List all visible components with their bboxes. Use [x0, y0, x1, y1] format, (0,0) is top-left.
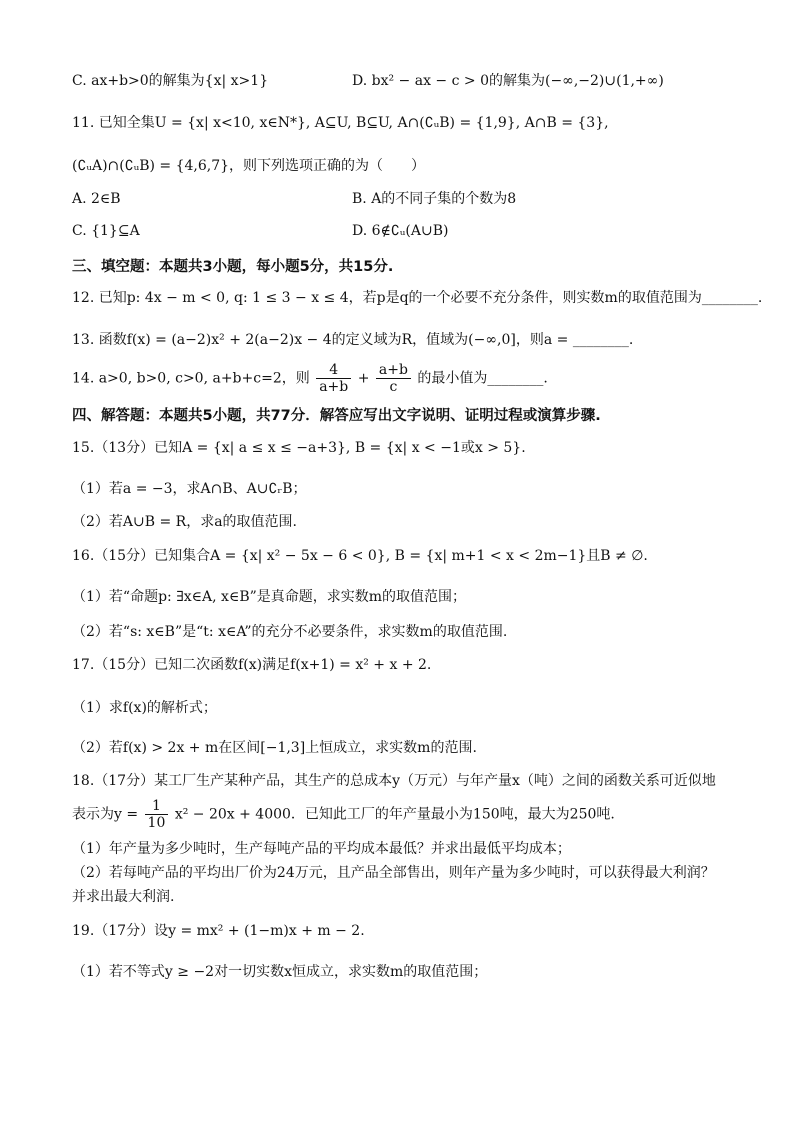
- q18-part2-line2: 并求出最大利润.: [72, 889, 175, 905]
- q14-prefix: 14. a>0, b>0, c>0, a+b+c=2，则: [72, 370, 310, 387]
- section-fill-in-heading: 三、填空题：本题共3小题，每小题5分，共15分.: [72, 259, 394, 275]
- q13-text: 13. 函数f(x) = (a−2)x² + 2(a−2)x − 4的定义域为R，值域为(−∞,0]，则a = ________.: [72, 332, 634, 348]
- q14-text: [72, 362, 734, 395]
- q11-option-a: A. 2∈B: [72, 191, 121, 207]
- q14-fraction-1-denominator: a+b: [319, 379, 349, 395]
- q14-fraction-2-denominator: c: [389, 379, 398, 395]
- q18-stem-suffix: x² − 20x + 4000．已知此工厂的年产量最小为150吨，最大为250吨.: [174, 806, 615, 823]
- q14-fraction-1-numerator: 4: [316, 362, 351, 379]
- q11-stem-line1: 11. 已知全集U = {x| x<10, x∈N*}, A⊆U, B⊆U, A∩(∁ᵤB) = {1,9}, A∩B = {3},: [72, 115, 609, 131]
- q17-stem: 17.（15分）已知二次函数f(x)满足f(x+1) = x² + x + 2.: [72, 657, 432, 673]
- q14-fraction-2: [376, 362, 411, 395]
- section-solution-heading: 四、解答题：本题共5小题，共77分．解答应写出文字说明、证明过程或演算步骤.: [72, 408, 601, 424]
- q15-part2: （2）若A∪B = R，求a的取值范围.: [72, 514, 298, 530]
- q11-option-d: D. 6∉∁ᵤ(A∪B): [352, 223, 449, 239]
- q12-text: 12. 已知p: 4x − m < 0, q: 1 ≤ 3 − x ≤ 4，若p是q的一个必要不充分条件，则实数m的取值范围为________.: [72, 290, 763, 306]
- q11-option-b: B. A的不同子集的个数为8: [352, 191, 517, 207]
- q18-part1: （1）年产量为多少吨时，生产每吨产品的平均成本最低？并求出最低平均成本；: [72, 841, 571, 857]
- q18-fraction-denominator: 10: [147, 815, 166, 831]
- q18-stem-prefix: 表示为y =: [72, 806, 139, 823]
- q14-plus: +: [357, 370, 370, 387]
- q10-option-c: C. ax+b>0的解集为{x| x>1}: [72, 73, 269, 89]
- q14-fraction-1: [316, 362, 351, 395]
- q15-part1: （1）若a = −3，求A∩B、A∪∁ᵣB；: [72, 481, 307, 497]
- q18-part2-line1: （2）若每吨产品的平均出厂价为24万元，且产品全部售出，则年产量为多少吨时，可以获得最大利润？: [72, 865, 715, 881]
- q18-fraction-numerator: 1: [145, 798, 169, 815]
- q16-part2: （2）若“s: x∈B”是“t: x∈A”的充分不必要条件，求实数m的取值范围.: [72, 624, 508, 640]
- q11-option-c: C. {1}⊆A: [72, 223, 140, 239]
- q19-stem: 19.（17分）设y = mx² + (1−m)x + m − 2.: [72, 923, 365, 939]
- q17-part1: （1）求f(x)的解析式；: [72, 700, 217, 716]
- q16-part1: （1）若“命题p: ∃x∈A, x∈B”是真命题，求实数m的取值范围；: [72, 589, 467, 605]
- q18-fraction: [145, 798, 169, 831]
- q14-suffix: 的最小值为________.: [417, 370, 548, 387]
- q18-stem-line2: [72, 798, 734, 831]
- q14-fraction-2-numerator: a+b: [376, 362, 411, 379]
- q11-stem-line2: (∁ᵤA)∩(∁ᵤB) = {4,6,7}，则下列选项正确的为（ ）: [72, 158, 426, 174]
- q16-stem: 16.（15分）已知集合A = {x| x² − 5x − 6 < 0}, B = {x| m+1 < x < 2m−1}且B ≠ ∅.: [72, 548, 648, 564]
- q10-option-d: D. bx² − ax − c > 0的解集为(−∞,−2)∪(1,+∞): [352, 73, 664, 89]
- q18-stem-line1: 18.（17分）某工厂生产某种产品，其生产的总成本y（万元）与年产量x（吨）之间的函数关系可近似地: [72, 773, 716, 789]
- q17-part2: （2）若f(x) > 2x + m在区间[−1,3]上恒成立，求实数m的范围.: [72, 740, 477, 756]
- q19-part1: （1）若不等式y ≥ −2对一切实数x恒成立，求实数m的取值范围；: [72, 964, 488, 980]
- q15-stem: 15.（13分）已知A = {x| a ≤ x ≤ −a+3}, B = {x| x < −1或x > 5}.: [72, 440, 526, 456]
